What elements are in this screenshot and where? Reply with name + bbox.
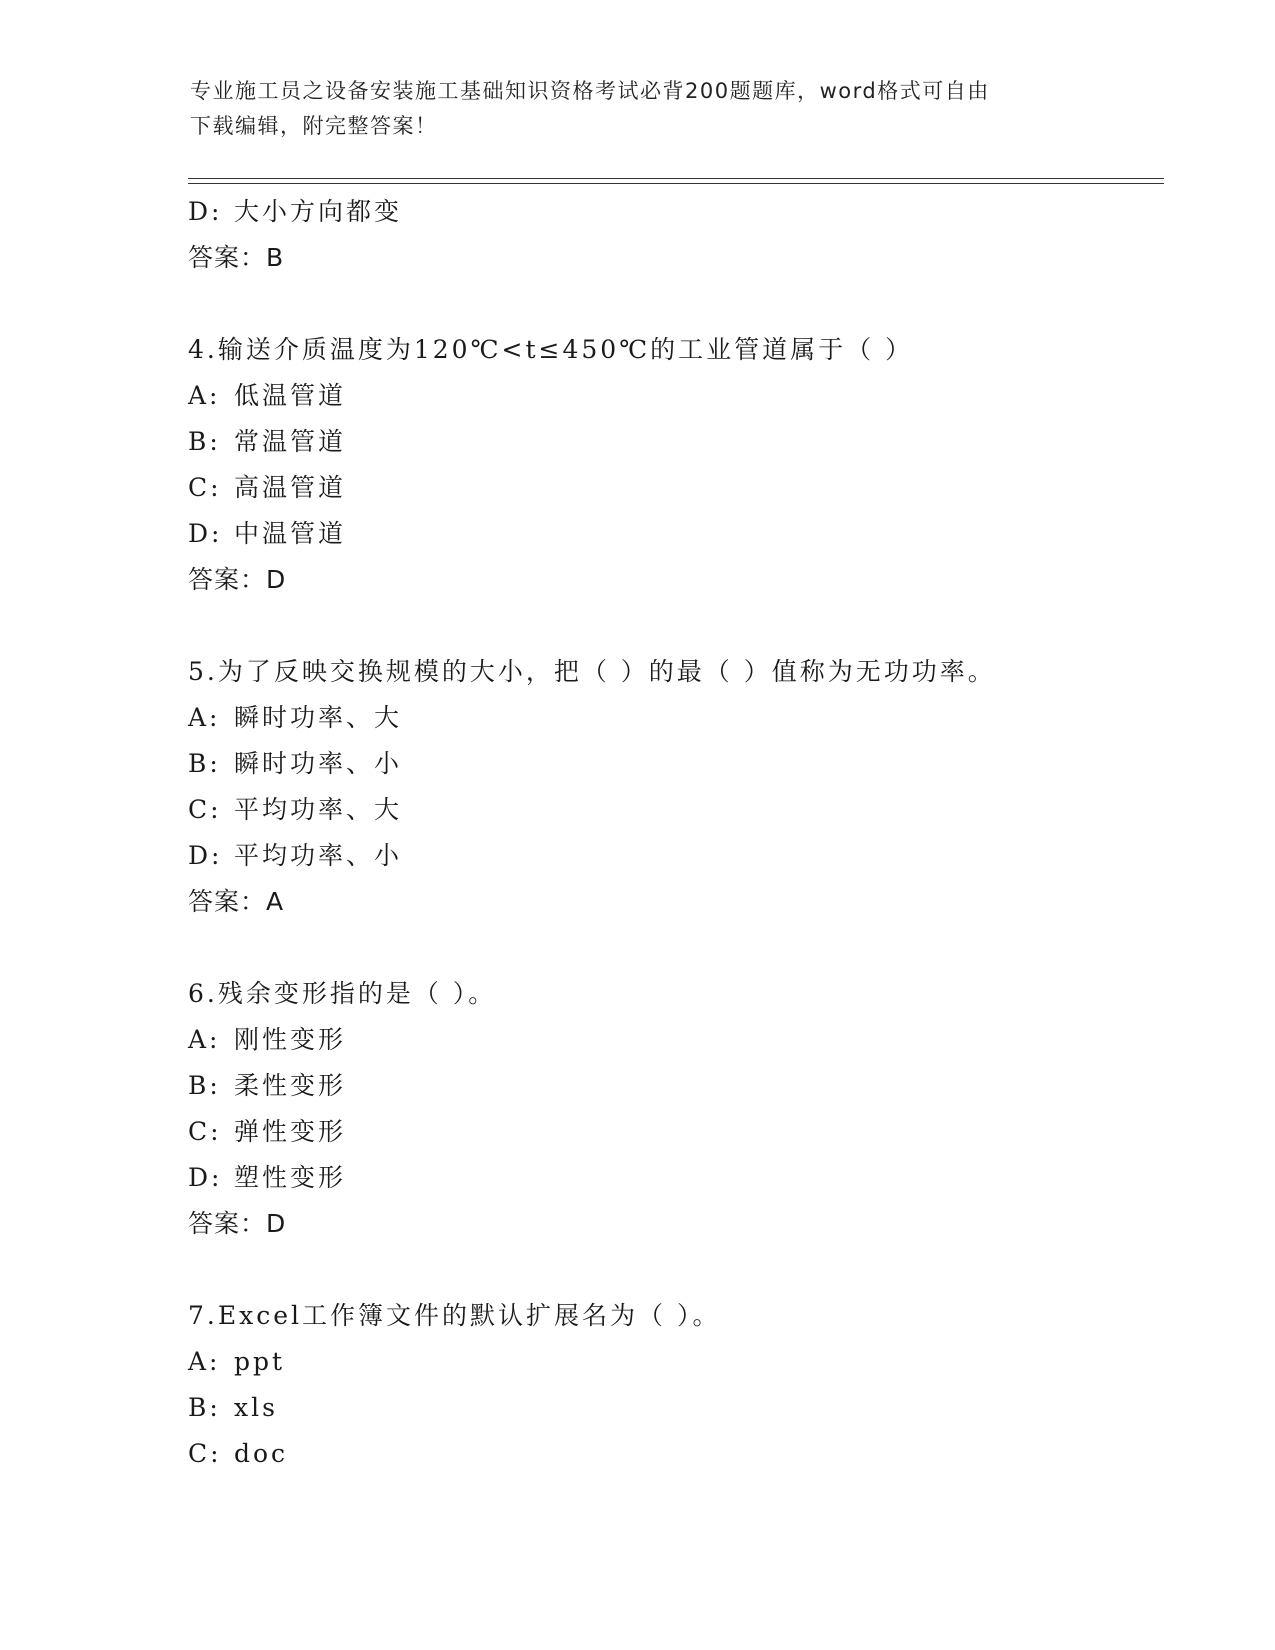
option-d: D: 平均功率、小 <box>188 841 403 870</box>
answer: 答案：A <box>188 887 285 916</box>
answer: 答案：D <box>188 565 287 594</box>
question-text: 7.Excel工作簿文件的默认扩展名为（ ）。 <box>188 1301 721 1330</box>
option-d: D: 塑性变形 <box>188 1163 347 1192</box>
answer: 答案：D <box>188 1209 287 1238</box>
document-header <box>190 74 1090 144</box>
option-a: A: ppt <box>188 1347 286 1376</box>
option-d: D: 大小方向都变 <box>188 197 403 226</box>
question-list <box>188 189 1148 1477</box>
option-c: C: 弹性变形 <box>188 1117 347 1146</box>
header-rule-top <box>188 178 1164 179</box>
option-b: B: 常温管道 <box>188 427 347 456</box>
question-block-7 <box>188 1293 1148 1477</box>
option-b: B: 瞬时功率、小 <box>188 749 403 778</box>
answer: 答案：B <box>188 243 285 272</box>
option-b: B: xls <box>188 1393 278 1422</box>
option-d: D: 中温管道 <box>188 519 347 548</box>
question-block-3 <box>188 189 1148 281</box>
option-c: C: 高温管道 <box>188 473 347 502</box>
option-b: B: 柔性变形 <box>188 1071 347 1100</box>
header-line-2: 下载编辑，附完整答案！ <box>190 114 438 138</box>
option-a: A: 低温管道 <box>188 381 347 410</box>
question-block-5 <box>188 649 1148 925</box>
question-block-6 <box>188 971 1148 1247</box>
question-block-4 <box>188 327 1148 603</box>
header-line-1: 专业施工员之设备安装施工基础知识资格考试必背200题题库，word格式可自由 <box>190 79 990 103</box>
option-a: A: 刚性变形 <box>188 1025 347 1054</box>
header-rule-bottom <box>188 183 1164 184</box>
option-c: C: 平均功率、大 <box>188 795 403 824</box>
option-a: A: 瞬时功率、大 <box>188 703 403 732</box>
question-text: 4.输送介质温度为120℃<t≤450℃的工业管道属于（ ） <box>188 335 914 364</box>
option-c: C: doc <box>188 1439 289 1468</box>
question-text: 5.为了反映交换规模的大小，把（ ）的最（ ）值称为无功功率。 <box>188 657 996 686</box>
question-text: 6.残余变形指的是（ ）。 <box>188 979 497 1008</box>
